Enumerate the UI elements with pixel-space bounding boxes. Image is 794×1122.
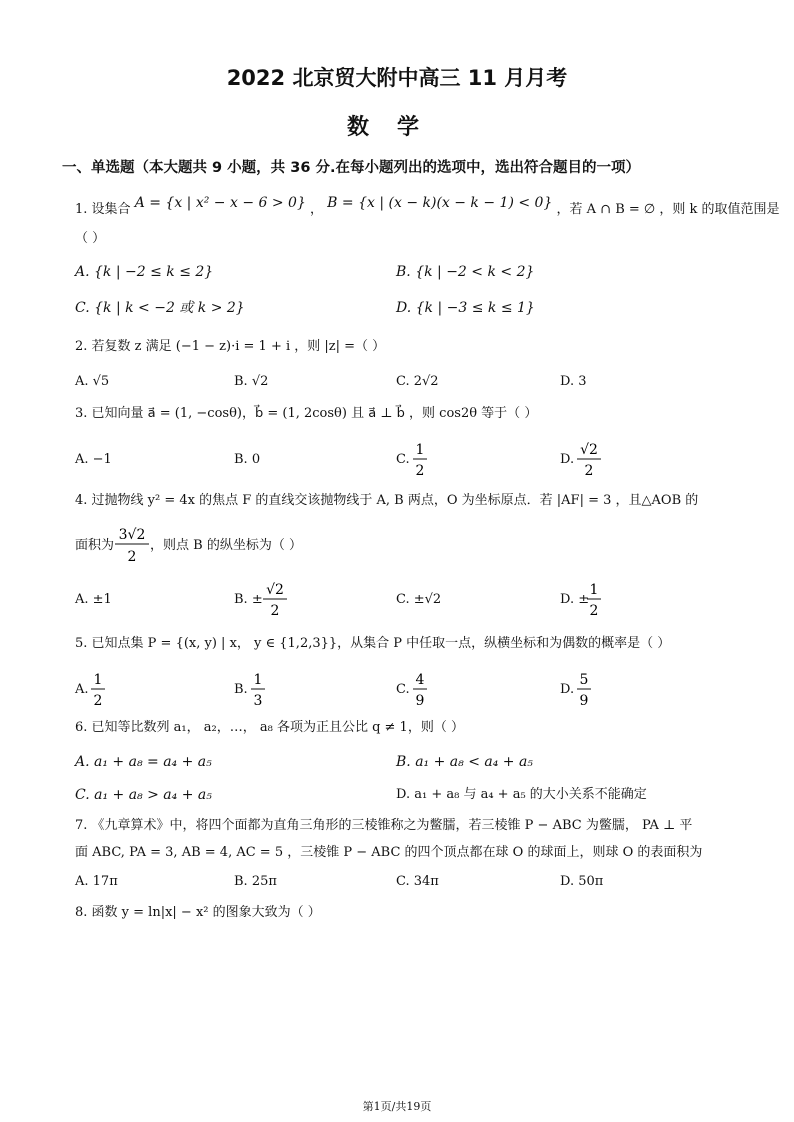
q3-option-c-label: C. [396,452,410,467]
svg-text:1: 1 [93,672,103,688]
question-4-stem-line2-a: 面积为 [75,538,115,553]
q5-option-b-fraction [250,668,266,710]
q1-option-d: D. {k | −3 ≤ k ≤ 1} [396,300,535,316]
svg-text:9: 9 [415,693,425,709]
svg-text:2: 2 [93,693,103,709]
question-5-stem: 5. 已知点集 P = {(x, y) | x， y ∈ {1,2,3}}，从集合 P 中任取一点，纵横坐标和为偶数的概率是（ ） [75,636,671,651]
q4-option-d-fraction [586,578,602,620]
page-footer: 第1页/共19页 [362,1100,432,1113]
svg-text:2: 2 [270,603,280,619]
question-1-tail: ，若 A ∩ B = ∅ ，则 k 的取值范围是 [556,202,780,217]
section-heading: 一、单选题（本大题共 9 小题，共 36 分.在每小题列出的选项中，选出符合题目的一项） [62,160,640,176]
question-1-sep: ， [310,202,324,217]
svg-text:9: 9 [579,693,589,709]
q7-option-a: A. 17π [75,874,118,889]
q3-option-d-fraction [576,438,602,480]
question-2-stem: 2. 若复数 z 满足 (−1 − z)·i = 1 + i ，则 |z| =（ ） [75,339,386,354]
svg-text:√2: √2 [580,442,598,458]
svg-text:1: 1 [415,442,425,458]
q2-option-b: B. √2 [234,374,269,389]
question-1-stem [75,195,780,220]
svg-text:3: 3 [253,693,263,709]
question-7-stem-line2: 面 ABC, PA = 3, AB = 4, AC = 5 ，三棱锥 P − ABC 的四个顶点都在球 O 的球面上，则球 O 的表面积为 [75,845,703,860]
q5-option-a-label: A. [75,682,89,697]
q6-option-b: B. a₁ + a₈ < a₄ + a₅ [396,754,533,770]
q6-option-d: D. a₁ + a₈ 与 a₄ + a₅ 的大小关系不能确定 [396,787,647,802]
q4-option-a: A. ±1 [75,592,112,607]
q7-option-c: C. 34π [396,874,439,889]
q5-option-c-label: C. [396,682,410,697]
page-title: 2022 北京贸大附中高三 11 月月考 [226,66,568,90]
question-8-stem: 8. 函数 y = ln|x| − x² 的图象大致为（ ） [75,905,321,920]
q3-option-a: A. −1 [75,452,112,467]
q1-option-b: B. {k | −2 < k < 2} [396,264,535,280]
svg-text:1: 1 [589,582,599,598]
q3-option-b: B. 0 [234,452,261,467]
q2-option-c: C. 2√2 [396,374,439,389]
q2-option-d: D. 3 [560,374,587,389]
question-4-stem-line1: 4. 过抛物线 y² = 4x 的焦点 F 的直线交该抛物线于 A, B 两点，O 为坐标原点．若 |AF| = 3 ，且△AOB 的 [75,493,699,508]
svg-text:3√2: 3√2 [118,527,146,543]
q4-option-c: C. ±√2 [396,592,442,607]
q4-option-b-fraction [262,578,288,620]
question-1-lead: 1. 设集合 [75,202,131,217]
q7-option-b: B. 25π [234,874,277,889]
question-7-stem-line1: 7. 《九章算术》中，将四个面都为直角三角形的三棱锥称之为鳖臑，若三棱锥 P − ABC 为鳖臑， PA ⊥ 平 [75,818,693,833]
set-b-expression: B = {x | (x − k)(x − k − 1) < 0} [327,195,553,211]
q7-option-d: D. 50π [560,874,604,889]
subject-title: 数学 [346,115,447,140]
question-4-stem-line2-b: ，则点 B 的纵坐标为（ ） [150,538,302,553]
q5-option-a-fraction [90,668,106,710]
svg-text:4: 4 [415,672,425,688]
q5-option-d-fraction [576,668,592,710]
q6-option-a: A. a₁ + a₈ = a₄ + a₅ [75,754,212,770]
svg-text:√2: √2 [266,582,284,598]
svg-text:2: 2 [127,549,137,565]
q6-option-c: C. a₁ + a₈ > a₄ + a₅ [75,787,212,803]
svg-text:2: 2 [589,603,599,619]
svg-text:2: 2 [584,463,594,479]
question-3-stem: 3. 已知向量 a⃗ = (1, −cosθ)，b⃗ = (1, 2cosθ) 且 a⃗ ⊥ b⃗ ，则 cos2θ 等于（ ） [75,406,538,421]
svg-text:2: 2 [415,463,425,479]
q3-option-d-label: D. [560,452,575,467]
question-1-paren: （ ） [75,231,106,246]
svg-text:1: 1 [253,672,263,688]
q4-area-fraction [114,522,150,566]
svg-text:5: 5 [579,672,589,688]
q1-option-c: C. {k | k < −2 或 k > 2} [75,300,245,316]
set-a-expression: A = {x | x² − x − 6 > 0} [134,195,306,211]
q1-option-a: A. {k | −2 ≤ k ≤ 2} [75,264,214,280]
q4-option-d-label: D. ± [560,592,590,607]
q2-option-a: A. √5 [75,374,110,389]
q4-option-b-label: B. ± [234,592,263,607]
question-6-stem: 6. 已知等比数列 a₁， a₂，…， a₈ 各项为正且公比 q ≠ 1，则（ ） [75,720,464,735]
q5-option-c-fraction [412,668,428,710]
q5-option-d-label: D. [560,682,575,697]
q5-option-b-label: B. [234,682,248,697]
q3-option-c-fraction [412,438,428,480]
